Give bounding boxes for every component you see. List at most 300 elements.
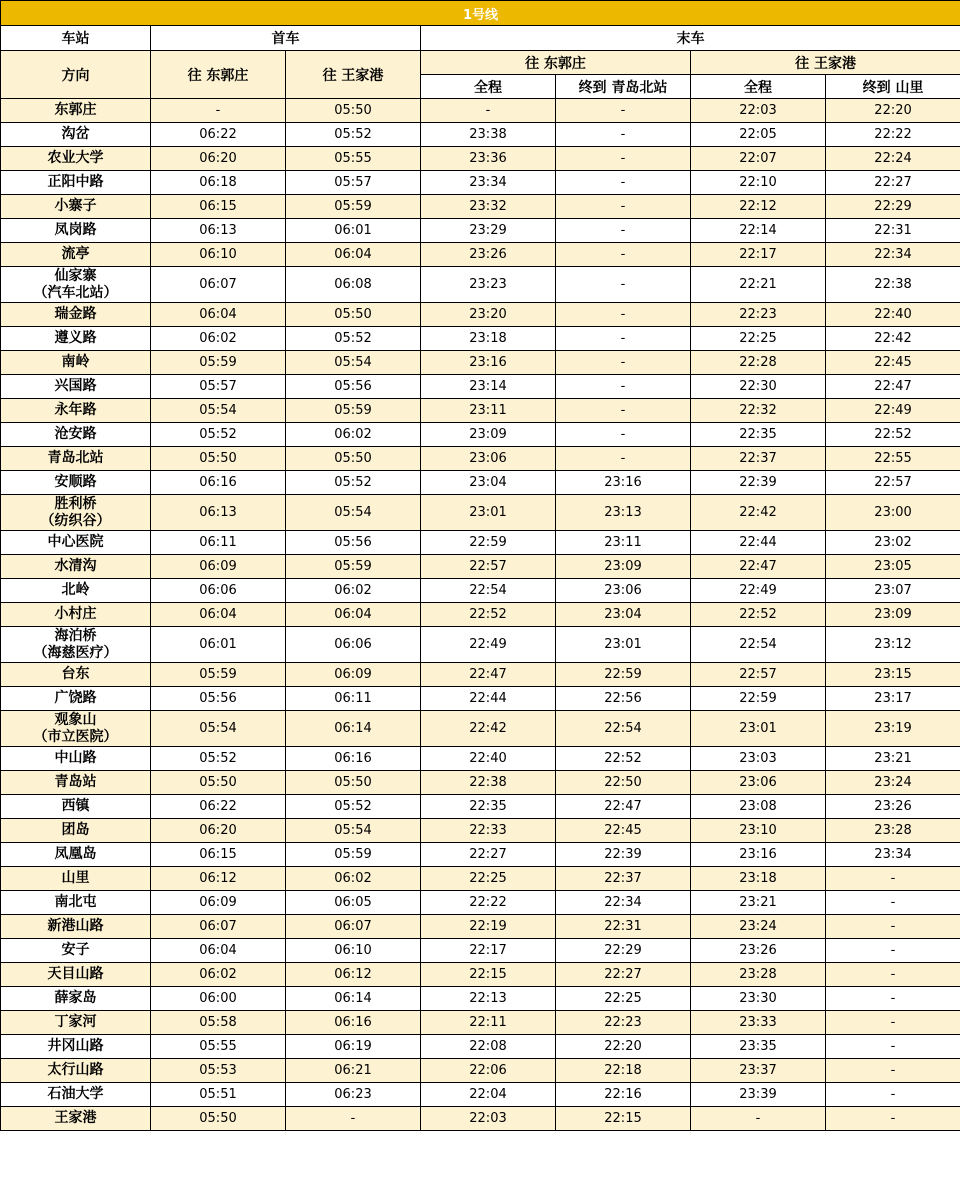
time-cell: 22:18 [556, 1059, 691, 1083]
time-cell: 23:16 [556, 471, 691, 495]
terminate-qingdao-north-header: 终到 青岛北站 [556, 75, 691, 99]
station-name [1, 711, 151, 747]
time-cell: - [826, 867, 960, 891]
time-cell: 23:01 [691, 711, 826, 747]
table-row [1, 171, 960, 195]
time-cell: 22:42 [421, 711, 556, 747]
time-cell: - [826, 891, 960, 915]
time-cell: - [556, 267, 691, 303]
time-cell: 06:11 [151, 531, 286, 555]
time-cell: - [826, 915, 960, 939]
time-cell: - [826, 1011, 960, 1035]
time-cell: 06:18 [151, 171, 286, 195]
station-name-line: 丁家河 [54, 1014, 97, 1030]
time-cell: 23:18 [691, 867, 826, 891]
time-cell: - [826, 963, 960, 987]
station-name [1, 771, 151, 795]
time-cell: 06:09 [151, 891, 286, 915]
station-name-line: 流亭 [61, 246, 90, 262]
time-cell: 23:12 [826, 627, 960, 663]
time-cell: - [556, 147, 691, 171]
time-cell: 06:20 [151, 819, 286, 843]
time-cell: 22:08 [421, 1035, 556, 1059]
time-cell: 05:52 [286, 795, 421, 819]
time-cell: 22:20 [556, 1035, 691, 1059]
time-cell: 05:54 [151, 711, 286, 747]
time-cell: 22:47 [691, 555, 826, 579]
station-name [1, 123, 151, 147]
time-cell: 06:06 [286, 627, 421, 663]
time-cell: 22:50 [556, 771, 691, 795]
time-cell: 06:02 [151, 327, 286, 351]
time-cell: 05:57 [151, 375, 286, 399]
time-cell: 22:35 [691, 423, 826, 447]
time-cell: 23:20 [421, 303, 556, 327]
time-cell: 23:34 [826, 843, 960, 867]
table-row [1, 987, 960, 1011]
time-cell: 06:12 [151, 867, 286, 891]
time-cell: 06:13 [151, 495, 286, 531]
time-cell: 05:55 [286, 147, 421, 171]
time-cell: 23:06 [556, 579, 691, 603]
station-name-line: （汽车北站） [33, 284, 118, 301]
time-cell: 05:50 [151, 447, 286, 471]
time-cell: 06:04 [286, 243, 421, 267]
station-name-line: 水清沟 [54, 558, 97, 574]
time-cell: 22:47 [421, 663, 556, 687]
time-cell: 22:25 [421, 867, 556, 891]
time-cell: 22:05 [691, 123, 826, 147]
time-cell: 05:50 [286, 99, 421, 123]
station-name-line: 新港山路 [47, 918, 104, 934]
time-cell: - [421, 99, 556, 123]
station-name-line: 中心医院 [47, 534, 104, 550]
station-name-line: 台东 [61, 666, 90, 682]
time-cell: 22:14 [691, 219, 826, 243]
time-cell: 05:54 [151, 399, 286, 423]
time-cell: 23:04 [421, 471, 556, 495]
station-name-line: 薛家岛 [54, 990, 97, 1006]
station-name-line: 永年路 [54, 402, 97, 418]
time-cell: 06:07 [151, 267, 286, 303]
time-cell: 23:33 [691, 1011, 826, 1035]
station-name-line: 南北屯 [54, 894, 97, 910]
time-cell: 23:19 [826, 711, 960, 747]
time-cell: 22:49 [421, 627, 556, 663]
time-cell: 06:23 [286, 1083, 421, 1107]
time-cell: 22:34 [556, 891, 691, 915]
station-name-line: （海慈医疗） [33, 644, 118, 661]
station-name [1, 327, 151, 351]
station-name-line: 中山路 [54, 750, 97, 766]
station-name-line: 天目山路 [47, 966, 104, 982]
station-name-line: 西镇 [61, 798, 90, 814]
time-cell: 06:09 [151, 555, 286, 579]
time-cell: - [691, 1107, 826, 1131]
table-row [1, 447, 960, 471]
time-cell: 23:02 [826, 531, 960, 555]
time-cell: 05:55 [151, 1035, 286, 1059]
time-cell: 22:45 [826, 351, 960, 375]
time-cell: 22:54 [556, 711, 691, 747]
station-name [1, 555, 151, 579]
time-cell: 06:10 [151, 243, 286, 267]
table-row [1, 327, 960, 351]
station-name-line: 太行山路 [47, 1062, 104, 1078]
station-name [1, 447, 151, 471]
time-cell: 22:42 [826, 327, 960, 351]
station-name-line: 胜利桥 [54, 495, 97, 512]
station-name [1, 915, 151, 939]
time-cell: 23:09 [556, 555, 691, 579]
time-cell: 06:15 [151, 843, 286, 867]
time-cell: - [556, 327, 691, 351]
time-cell: 22:38 [826, 267, 960, 303]
time-cell: 06:16 [286, 747, 421, 771]
time-cell: - [151, 99, 286, 123]
station-name [1, 171, 151, 195]
time-cell: 05:50 [286, 771, 421, 795]
time-cell: 23:24 [691, 915, 826, 939]
time-cell: 22:03 [691, 99, 826, 123]
table-row [1, 219, 960, 243]
time-cell: 23:23 [421, 267, 556, 303]
table-row [1, 351, 960, 375]
time-cell: 22:31 [556, 915, 691, 939]
station-name [1, 843, 151, 867]
time-cell: 05:50 [151, 771, 286, 795]
time-cell: 22:07 [691, 147, 826, 171]
station-name [1, 939, 151, 963]
time-cell: 05:54 [286, 351, 421, 375]
station-name [1, 399, 151, 423]
time-cell: 06:01 [286, 219, 421, 243]
time-cell: - [826, 939, 960, 963]
station-name-line: （市立医院） [33, 728, 118, 745]
station-name-line: （纺织谷） [40, 512, 111, 529]
time-cell: 22:56 [556, 687, 691, 711]
last-to-dongguozhuang-header: 往 东郭庄 [421, 51, 691, 75]
time-cell: 22:17 [421, 939, 556, 963]
time-cell: 22:31 [826, 219, 960, 243]
time-cell: - [826, 1107, 960, 1131]
station-name-line: 青岛站 [54, 774, 97, 790]
time-cell: - [556, 423, 691, 447]
time-cell: 22:57 [826, 471, 960, 495]
time-cell: 22:22 [826, 123, 960, 147]
station-name-line: 小寨子 [54, 198, 97, 214]
station-name-line: 仙家寨 [54, 267, 97, 284]
time-cell: 05:50 [286, 447, 421, 471]
station-name [1, 819, 151, 843]
time-cell: 23:09 [421, 423, 556, 447]
time-cell: 06:10 [286, 939, 421, 963]
station-name [1, 1083, 151, 1107]
time-cell: 23:24 [826, 771, 960, 795]
time-cell: 23:00 [826, 495, 960, 531]
time-cell: 23:28 [826, 819, 960, 843]
table-row [1, 627, 960, 663]
time-cell: 22:57 [421, 555, 556, 579]
time-cell: 22:42 [691, 495, 826, 531]
station-name [1, 531, 151, 555]
time-cell: 06:19 [286, 1035, 421, 1059]
station-name [1, 1107, 151, 1131]
full-route-header: 全程 [421, 75, 556, 99]
table-row [1, 267, 960, 303]
station-name [1, 1035, 151, 1059]
time-cell: 22:35 [421, 795, 556, 819]
time-cell: 23:03 [691, 747, 826, 771]
time-cell: 23:16 [421, 351, 556, 375]
time-cell: - [556, 123, 691, 147]
time-cell: 23:11 [556, 531, 691, 555]
table-row [1, 1107, 960, 1131]
station-name [1, 747, 151, 771]
time-cell: 22:40 [421, 747, 556, 771]
time-cell: 23:07 [826, 579, 960, 603]
table-row [1, 891, 960, 915]
station-name-line: 井冈山路 [47, 1038, 104, 1054]
time-cell: 22:59 [691, 687, 826, 711]
time-cell: 06:16 [286, 1011, 421, 1035]
time-cell: 06:04 [286, 603, 421, 627]
table-row [1, 819, 960, 843]
time-cell: 23:17 [826, 687, 960, 711]
time-cell: 22:52 [556, 747, 691, 771]
station-name [1, 423, 151, 447]
station-name-line: 安子 [61, 942, 90, 958]
table-row [1, 747, 960, 771]
time-cell: 22:27 [556, 963, 691, 987]
time-cell: - [286, 1107, 421, 1131]
time-cell: - [556, 351, 691, 375]
time-cell: 06:02 [286, 579, 421, 603]
time-cell: - [556, 447, 691, 471]
time-cell: 22:52 [421, 603, 556, 627]
time-cell: 22:33 [421, 819, 556, 843]
station-name-line: 瑞金路 [54, 306, 97, 322]
time-cell: - [556, 219, 691, 243]
table-row [1, 1083, 960, 1107]
station-name-line: 广饶路 [54, 690, 97, 706]
station-name-line: 东郭庄 [54, 102, 97, 118]
time-cell: - [826, 1035, 960, 1059]
station-name [1, 1059, 151, 1083]
last-to-wangjiagang-header: 往 王家港 [691, 51, 960, 75]
time-cell: 05:52 [151, 747, 286, 771]
time-cell: 22:52 [826, 423, 960, 447]
table-row [1, 963, 960, 987]
time-cell: 22:54 [421, 579, 556, 603]
station-name [1, 867, 151, 891]
station-name-line: 团岛 [61, 822, 90, 838]
time-cell: 22:54 [691, 627, 826, 663]
time-cell: 22:38 [421, 771, 556, 795]
time-cell: 22:49 [826, 399, 960, 423]
time-cell: - [826, 987, 960, 1011]
time-cell: 06:22 [151, 123, 286, 147]
time-cell: 23:39 [691, 1083, 826, 1107]
time-cell: 22:22 [421, 891, 556, 915]
time-cell: - [556, 303, 691, 327]
time-cell: 22:13 [421, 987, 556, 1011]
time-cell: - [556, 243, 691, 267]
station-name [1, 687, 151, 711]
station-name-line: 观象山 [54, 711, 97, 728]
time-cell: 22:29 [556, 939, 691, 963]
table-row [1, 375, 960, 399]
table-row [1, 687, 960, 711]
time-cell: 05:52 [286, 327, 421, 351]
time-cell: 05:52 [286, 471, 421, 495]
time-cell: 05:54 [286, 819, 421, 843]
time-cell: 22:25 [556, 987, 691, 1011]
table-row [1, 531, 960, 555]
station-name-line: 农业大学 [47, 150, 104, 166]
last-train-header: 末车 [421, 26, 960, 51]
time-cell: 22:59 [421, 531, 556, 555]
station-name [1, 99, 151, 123]
table-row [1, 939, 960, 963]
time-cell: 23:01 [556, 627, 691, 663]
time-cell: 23:35 [691, 1035, 826, 1059]
time-cell: 22:59 [556, 663, 691, 687]
time-cell: 22:03 [421, 1107, 556, 1131]
time-cell: - [556, 195, 691, 219]
time-cell: 05:50 [151, 1107, 286, 1131]
first-to-dongguozhuang-header: 往 东郭庄 [151, 51, 286, 99]
table-row [1, 1059, 960, 1083]
time-cell: 05:52 [286, 123, 421, 147]
time-cell: 22:17 [691, 243, 826, 267]
station-name-line: 王家港 [54, 1110, 97, 1126]
time-cell: 23:10 [691, 819, 826, 843]
time-cell: 23:38 [421, 123, 556, 147]
time-cell: 22:30 [691, 375, 826, 399]
table-row [1, 495, 960, 531]
table-row [1, 195, 960, 219]
station-name-line: 凤岗路 [54, 222, 97, 238]
time-cell: 06:01 [151, 627, 286, 663]
station-name-line: 正阳中路 [47, 174, 104, 190]
time-cell: 22:47 [826, 375, 960, 399]
time-cell: 23:16 [691, 843, 826, 867]
time-cell: 23:15 [826, 663, 960, 687]
time-cell: 06:04 [151, 939, 286, 963]
time-cell: 22:39 [556, 843, 691, 867]
time-cell: 23:05 [826, 555, 960, 579]
time-cell: 22:10 [691, 171, 826, 195]
time-cell: 23:01 [421, 495, 556, 531]
time-cell: 22:37 [691, 447, 826, 471]
time-cell: 22:12 [691, 195, 826, 219]
table-row [1, 795, 960, 819]
time-cell: 22:29 [826, 195, 960, 219]
time-cell: 05:56 [286, 375, 421, 399]
time-cell: 05:59 [151, 351, 286, 375]
station-name-line: 沟岔 [61, 126, 90, 142]
station-name [1, 267, 151, 303]
time-cell: 23:06 [421, 447, 556, 471]
time-cell: 06:04 [151, 303, 286, 327]
time-cell: 22:19 [421, 915, 556, 939]
time-cell: 06:14 [286, 987, 421, 1011]
time-cell: 06:15 [151, 195, 286, 219]
table-row [1, 399, 960, 423]
time-cell: 22:32 [691, 399, 826, 423]
time-cell: 23:18 [421, 327, 556, 351]
station-name [1, 1011, 151, 1035]
table-row [1, 579, 960, 603]
time-cell: 23:36 [421, 147, 556, 171]
terminate-shanli-header: 终到 山里 [826, 75, 960, 99]
station-name-line: 凤凰岛 [54, 846, 97, 862]
time-cell: 23:28 [691, 963, 826, 987]
time-cell: 06:12 [286, 963, 421, 987]
table-row [1, 867, 960, 891]
time-cell: - [556, 399, 691, 423]
time-cell: 06:21 [286, 1059, 421, 1083]
time-cell: 05:57 [286, 171, 421, 195]
time-cell: 06:06 [151, 579, 286, 603]
time-cell: 22:57 [691, 663, 826, 687]
time-cell: 22:40 [826, 303, 960, 327]
table-row [1, 663, 960, 687]
time-cell: 23:37 [691, 1059, 826, 1083]
time-cell: - [826, 1083, 960, 1107]
table-row [1, 243, 960, 267]
time-cell: 23:11 [421, 399, 556, 423]
station-name [1, 495, 151, 531]
time-cell: 06:13 [151, 219, 286, 243]
station-name [1, 147, 151, 171]
time-cell: 23:26 [826, 795, 960, 819]
time-cell: 06:02 [286, 867, 421, 891]
time-cell: 22:45 [556, 819, 691, 843]
time-cell: 06:20 [151, 147, 286, 171]
time-cell: 22:34 [826, 243, 960, 267]
time-cell: 23:30 [691, 987, 826, 1011]
time-cell: 22:11 [421, 1011, 556, 1035]
table-row [1, 1011, 960, 1035]
station-name [1, 375, 151, 399]
time-cell: 22:06 [421, 1059, 556, 1083]
table-row [1, 123, 960, 147]
station-name [1, 351, 151, 375]
time-cell: 22:23 [691, 303, 826, 327]
table-row [1, 843, 960, 867]
time-cell: 22:47 [556, 795, 691, 819]
time-cell: 06:07 [286, 915, 421, 939]
time-cell: 22:52 [691, 603, 826, 627]
time-cell: 23:26 [691, 939, 826, 963]
station-name [1, 891, 151, 915]
time-cell: 22:44 [421, 687, 556, 711]
time-cell: 23:32 [421, 195, 556, 219]
station-name [1, 579, 151, 603]
station-name [1, 303, 151, 327]
table-row [1, 1035, 960, 1059]
time-cell: 22:04 [421, 1083, 556, 1107]
time-cell: 23:21 [826, 747, 960, 771]
station-name [1, 963, 151, 987]
direction-header: 方向 [1, 51, 151, 99]
time-cell: 05:50 [286, 303, 421, 327]
time-cell: 05:58 [151, 1011, 286, 1035]
time-cell: 22:27 [421, 843, 556, 867]
station-name-line: 北岭 [61, 582, 90, 598]
